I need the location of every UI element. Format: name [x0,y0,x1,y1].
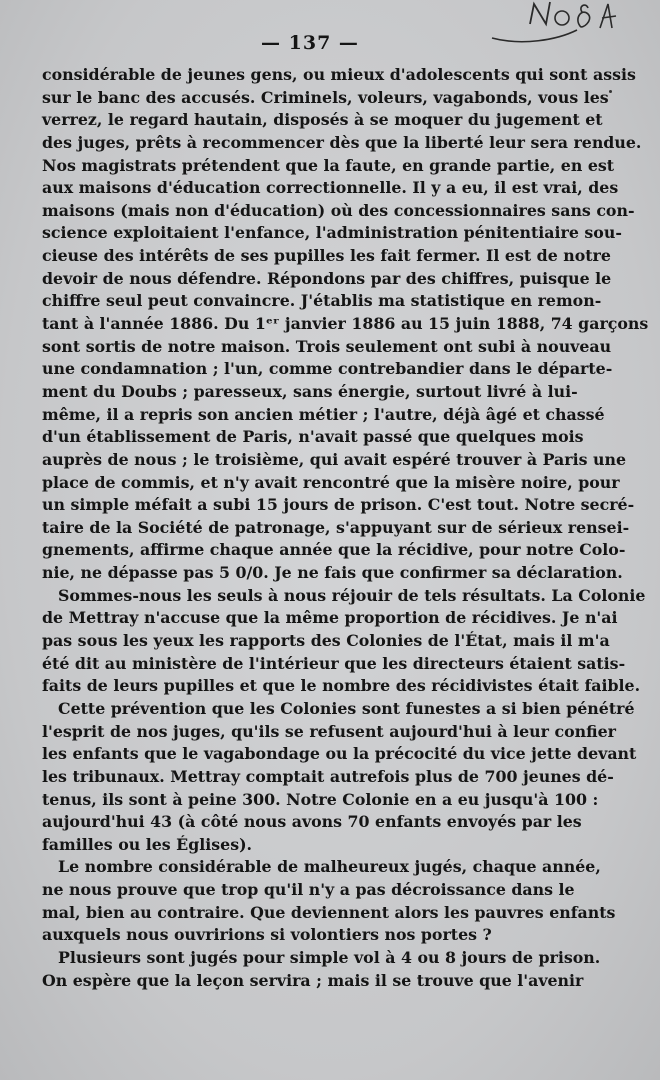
text-line: Sommes-nous les seuls à nous réjouir de tels résultats. La Colonie [58,585,646,605]
text-line: gnements, affirme chaque année que la récidive, pour notre Colo- [42,540,626,560]
text-line: sont sortis de notre maison. Trois seulement ont subi à nouveau [42,336,612,356]
text-line: auprès de nous ; le troisième, qui avait espéré trouver à Paris une [42,449,627,469]
body-text [42,64,649,992]
text-line: les enfants que le vagabondage ou la précocité du vice jette devant [42,744,637,764]
text-line: Le nombre considérable de malheureux jugés, chaque année, [58,857,601,877]
text-line: tant à l'année 1886. Du 1ᵉʳ janvier 1886 au 15 juin 1888, 74 garçons [42,314,649,334]
text-line: pas sous les yeux les rapports des Colonies de l'État, mais il m'a [42,631,610,651]
text-line: d'un établissement de Paris, n'avait passé que quelques mois [42,427,584,447]
text-line: ne nous prouve que trop qu'il n'y a pas décroissance dans le [42,880,575,900]
page-number: — 137 — [261,32,359,54]
text-line: faits de leurs pupilles et que le nombre des récidivistes était faible. [42,676,641,696]
text-line: de Mettray n'accuse que la même proportion de récidives. Je n'ai [42,608,618,628]
text-line: verrez, le regard hautain, disposés à se moquer du jugement et [42,110,603,130]
text-line: mal, bien au contraire. Que deviennent alors les pauvres enfants [42,902,616,922]
text-line: un simple méfait a subi 15 jours de prison. C'est tout. Notre secré- [42,495,635,515]
text-line: des juges, prêts à recommencer dès que la liberté leur sera rendue. [42,132,642,152]
text-line: été dit au ministère de l'intérieur que les directeurs étaient satis- [42,653,626,673]
text-line: tenus, ils sont à peine 300. Notre Colonie en a eu jusqu'à 100 : [42,789,599,809]
text-line: devoir de nous défendre. Répondons par des chiffres, puisque le [42,268,612,288]
text-line: Cette prévention que les Colonies sont funestes a si bien pénétré [58,698,635,718]
text-line: taire de la Société de patronage, s'appuyant sur de sérieux rensei- [42,517,630,537]
text-line: nie, ne dépasse pas 5 0/0. Je ne fais que confirmer sa déclaration. [42,563,623,583]
text-line: Plusieurs sont jugés pour simple vol à 4 ou 8 jours de prison. [58,947,601,967]
text-line: familles ou les Églises). [42,834,253,854]
text-line: une condamnation ; l'un, comme contrebandier dans le départe- [42,359,613,379]
text-line: même, il a repris son ancien métier ; l'autre, déjà âgé et chassé [42,404,605,424]
text-line: sur le banc des accusés. Criminels, voleurs, vagabonds, vous les [42,87,609,107]
handwritten-annotation [482,0,652,52]
text-line: On espère que la leçon servira ; mais il se trouve que l'avenir [42,970,584,990]
text-line: chiffre seul peut convaincre. J'établis ma statistique en remon- [42,291,602,311]
text-line: maisons (mais non d'éducation) où des concessionnaires sans con- [42,200,635,220]
text-line: ment du Doubs ; paresseux, sans énergie, surtout livré à lui- [42,381,578,401]
text-line: l'esprit de nos juges, qu'ils se refusent aujourd'hui à leur confier [42,721,616,741]
text-line: cieuse des intérêts de ses pupilles les fait fermer. Il est de notre [42,246,611,266]
text-line: auxquels nous ouvririons si volontiers nos portes ? [42,925,492,945]
ink-speck [609,90,612,93]
text-line: les tribunaux. Mettray comptait autrefois plus de 700 jeunes dé- [42,766,614,786]
text-line: considérable de jeunes gens, ou mieux d'adolescents qui sont assis [42,65,636,84]
text-line: place de commis, et n'y avait rencontré que la misère noire, pour [42,472,620,492]
text-line: aux maisons d'éducation correctionnelle. Il y a eu, il est vrai, des [42,178,619,198]
text-line: aujourd'hui 43 (à côté nous avons 70 enfants envoyés par les [42,812,582,832]
text-line: science exploitaient l'enfance, l'administration pénitentiaire sou- [42,223,622,243]
text-line: Nos magistrats prétendent que la faute, en grande partie, en est [42,155,615,175]
